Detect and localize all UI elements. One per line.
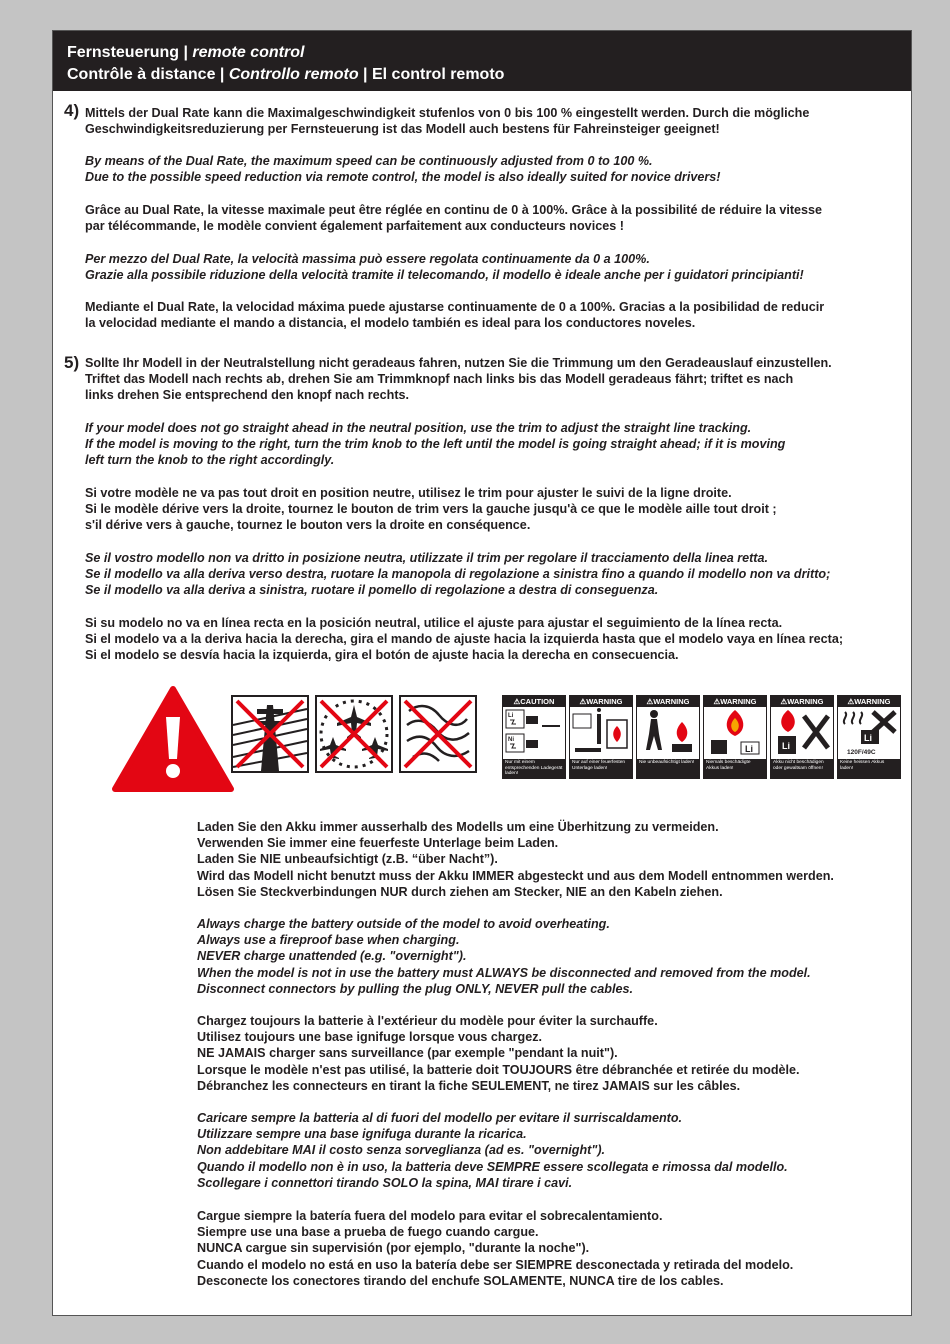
warning-label-charger <box>502 695 566 779</box>
label-text: Nur auf einer feuerfesten Unterlage laden! <box>570 759 632 778</box>
person-walking-away-icon <box>638 708 698 758</box>
battery-en-text: Always charge the battery outside of the model to avoid overheating. Always use a fireproof base when charging. NEVER charge unattended (e.g. "overnight"). When the model is not in use the battery must ALWAYS be disconnected and removed from the model. Disconnect connectors by pulling the plug ONLY, NEVER pull the cables. <box>197 917 811 996</box>
label-text: Nur mit einem entsprechenden Ladegerät laden! <box>503 759 565 778</box>
battery-de-text: Laden Sie den Akku immer ausserhalb des Modells um eine Überhitzung zu vermeiden. Verwenden Sie immer eine feuerfeste Unterlage beim Laden. Laden Sie NIE unbeaufsichtigt (z.B. “über Nacht”). Wird das Modell nicht benutzt muss der Akku IMMER abgesteckt und aus dem Modell entnommen werden. Lösen Sie Steckverbindungen NUR durch ziehen am Stecker, NIE an den Kabeln ziehen. <box>197 820 834 899</box>
label-caption: ⚠WARNING <box>771 696 833 707</box>
warning-label-hot-battery <box>837 695 901 779</box>
battery-tools-icon <box>772 708 832 758</box>
svg-text:Li: Li <box>745 744 753 754</box>
warning-label-open-battery <box>770 695 834 779</box>
section5-de-text: Sollte Ihr Modell in der Neutralstellung nicht geradeaus fahren, nutzen Sie die Trimmung um den Geradeauslauf einzustellen. Triftet das Modell nach rechts ab, drehen Sie am Trimmknopf nach links bis das Modell geradeaus fährt; triftet es nach links drehen Sie entsprechend den knopf nach rechts. <box>85 356 832 403</box>
label-caption: ⚠WARNING <box>704 696 766 707</box>
warning-label-unattended <box>636 695 700 779</box>
fire-battery-icon <box>705 708 765 758</box>
svg-text:Li: Li <box>508 713 514 719</box>
svg-text:Li: Li <box>782 741 790 751</box>
label-caption: ⚠WARNING <box>570 696 632 707</box>
section5-it-text: Se il vostro modello non va dritto in posizione neutra, utilizzate il trim per regolare il tracciamento della linea retta. Se il modello va alla deriva verso destra, ruotare la manopola di regolazione a sinistra fino a quando il modello non va dritto; Se il modello va alla deriva a sinistra, ruotare il pomello di regolazione a destra di conseguenza. <box>85 551 831 598</box>
warning-label-damaged <box>703 695 767 779</box>
section5-fr-text: Si votre modèle ne va pas tout droit en position neutre, utilisez le trim pour ajuster le suivi de la ligne droite. Si le modèle dérive vers la droite, tournez le bouton de trim vers la gauche jusqu'à ce que le modèle aille tout droit ; s'il dérive vers à gauche, tournez le bouton vers la droite en conséquence. <box>85 486 777 533</box>
label-text: Nie unbeaufsichtigt laden! <box>637 759 699 778</box>
header-title-fr: Contrôle à distance | <box>67 66 229 83</box>
warning-label-fireproof-base <box>569 695 633 779</box>
svg-text:Li: Li <box>864 733 872 743</box>
no-rain-icon <box>399 695 477 773</box>
header-title-line-2 <box>67 66 504 84</box>
svg-text:120F/49C: 120F/49C <box>847 749 876 756</box>
svg-text:Ni: Ni <box>508 737 514 743</box>
warning-triangle-icon <box>111 685 235 795</box>
header-title-es: | El control remoto <box>358 66 505 83</box>
label-text: Akku nicht beschädigen oder gewaltsam öffnen! <box>771 759 833 778</box>
section4-de-text: Mittels der Dual Rate kann die Maximalgeschwindigkeit stufenlos von 0 bis 100 % eingestellt werden. Durch die mögliche Geschwindigkeitsreduzierung per Fernsteuerung ist das Modell auch bestens für Fahreinsteiger geeignet! <box>85 106 810 137</box>
section4-it-text: Per mezzo del Dual Rate, la velocità massima può essere regolata continuamente da 0 a 100%. Grazie alla possibile riduzione della velocità tramite il telecomando, il modello è ideale anche per i guidatori principianti! <box>85 252 804 283</box>
header-title-de: Fernsteuerung | <box>67 44 193 61</box>
label-text: Keine heissen Akkus laden! <box>838 759 900 778</box>
section4-es-text: Mediante el Dual Rate, la velocidad máxima puede ajustarse continuamente de 0 a 100%. Gracias a la posibilidad de reducir la velocidad mediante el mando a distancia, el modelo también es ideal para los conductores noveles. <box>85 300 825 331</box>
no-power-lines-icon <box>231 695 309 773</box>
section-header <box>53 31 911 91</box>
label-caption: ⚠WARNING <box>637 696 699 707</box>
hot-battery-icon <box>839 708 899 758</box>
section5-en-text: If your model does not go straight ahead in the neutral position, use the trim to adjust the straight line tracking. If the model is moving to the right, turn the trim knob to the left until the model is going straight ahead; if it is moving left turn the knob to the right accordingly. <box>85 421 786 468</box>
step-number-5: 5) <box>64 353 80 372</box>
header-title-line-1 <box>67 44 304 62</box>
header-title-it: Controllo remoto <box>228 66 359 83</box>
step-number-4: 4) <box>64 101 80 120</box>
battery-it-text: Caricare sempre la batteria al di fuori del modello per evitare il surriscaldamento. Utilizzare sempre una base ignifuga durante la ricarica. Non addebitare MAI il costo senza sorveglianza (ad es. "overnight"). Quando il modello non è in uso, la batteria deve SEMPRE essere scollegata e rimossa dal modello. Scollegare i connettori tirando SOLO la spina, MAI tirare i cavi. <box>197 1111 788 1190</box>
no-airports-icon <box>315 695 393 773</box>
label-text: Niemals beschädigte Akkus laden! <box>704 759 766 778</box>
section4-en-text: By means of the Dual Rate, the maximum speed can be continuously adjusted from 0 to 100 %. Due to the possible speed reduction via remote control, the model is also ideally suited for novice drivers! <box>85 154 721 185</box>
label-caption: ⚠WARNING <box>838 696 900 707</box>
fireproof-base-icon <box>571 708 631 758</box>
battery-es-text: Cargue siempre la batería fuera del modelo para evitar el sobrecalentamiento. Siempre use una base a prueba de fuego cuando cargue. NUNCA cargue sin supervisión (por ejemplo, "durante la noche"). Cuando el modelo no está en uso la batería debe ser SIEMPRE desconectada y retirada del modelo. Desconecte los conectores tirando del enchufe SOLAMENTE, NUNCA tire de los cables. <box>197 1209 794 1288</box>
battery-fr-text: Chargez toujours la batterie à l'extérieur du modèle pour éviter la surchauffe. Utilisez toujours une base ignifuge lorsque vous chargez. NE JAMAIS charger sans surveillance (par exemple "pendant la nuit"). Lorsque le modèle n'est pas utilisé, la batterie doit TOUJOURS être débranchée et retirée du modèle. Débranchez les connecteurs en tirant la fiche SEULEMENT, ne tirez JAMAIS sur les câbles. <box>197 1014 800 1093</box>
section5-es-text: Si su modelo no va en línea recta en la posición neutral, utilice el ajuste para ajustar el seguimiento de la línea recta. Si el modelo va a la deriva hacia la derecha, gira el mando de ajuste hacia la izquierda hasta que el modelo vaya en línea recta; Si el modelo se desvía hacia la izquierda, gira el botón de ajuste hacia la derecha en consecuencia. <box>85 616 844 663</box>
label-caption: ⚠CAUTION <box>503 696 565 707</box>
section4-fr-text: Grâce au Dual Rate, la vitesse maximale peut être réglée en continu de 0 à 100%. Grâce à la possibilité de réduire la vitesse par télécommande, le modèle convient également parfaitement aux conducteurs novices ! <box>85 203 823 234</box>
header-title-en: remote control <box>192 44 305 61</box>
charger-icon <box>504 708 564 758</box>
manual-page <box>52 30 912 1316</box>
